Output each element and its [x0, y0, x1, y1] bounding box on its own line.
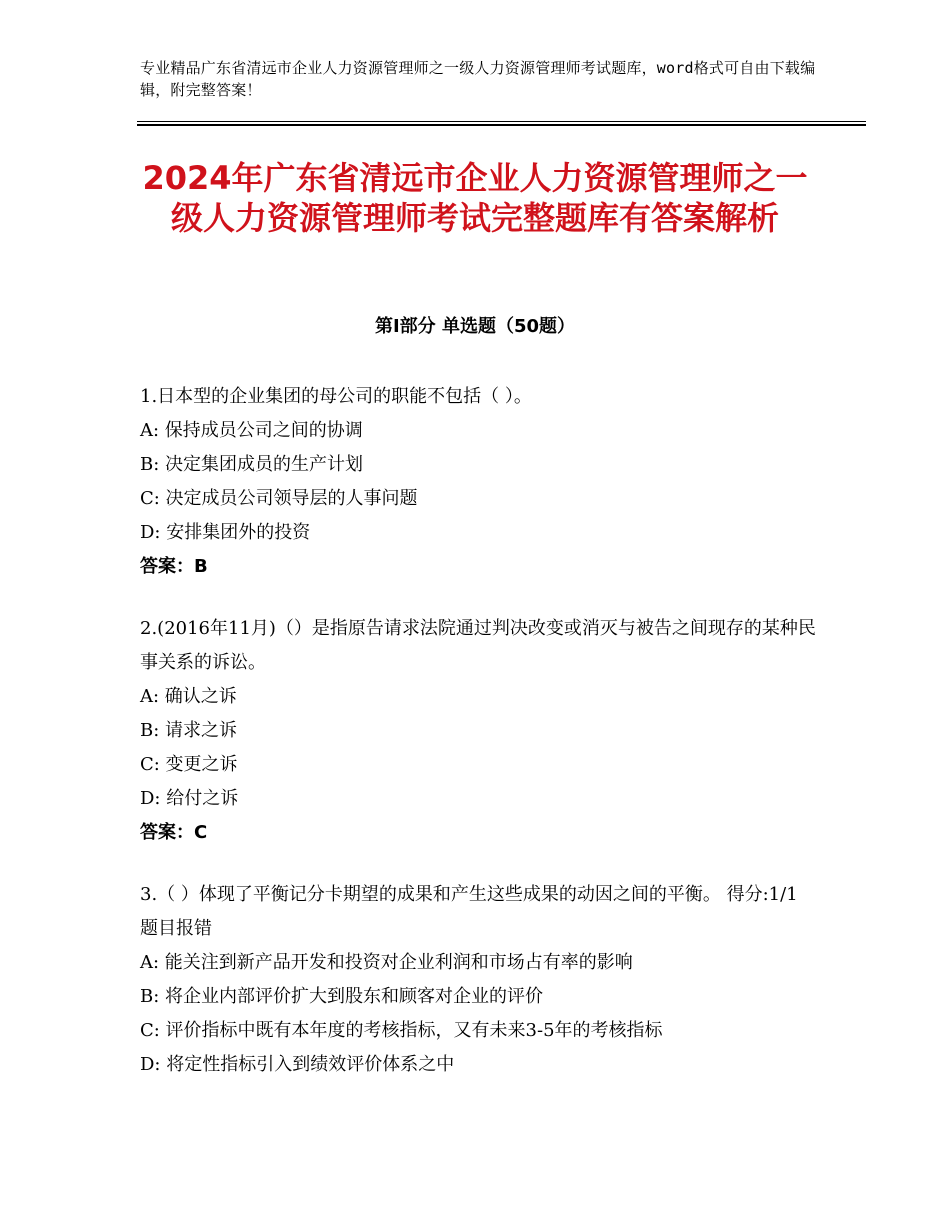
question-list [140, 380, 820, 1110]
option-b: B: 决定集团成员的生产计划 [140, 454, 364, 475]
answer: 答案：B [140, 556, 208, 577]
header-note: 专业精品广东省清远市企业人力资源管理师之一级人力资源管理师考试题库，word格式可自由下载编辑，附完整答案！ [140, 59, 816, 99]
option-a: A: 能关注到新产品开发和投资对企业利润和市场占有率的影响 [140, 952, 633, 973]
option-c: C: 决定成员公司领导层的人事问题 [140, 488, 418, 509]
header-rule-thick [137, 124, 866, 126]
header-rule-thin [137, 121, 866, 122]
question-stem: 2.(2016年11月)（）是指原告请求法院通过判决改变或消灭与被告之间现存的某种民事关系的诉讼。 [140, 618, 816, 673]
option-d: D: 安排集团外的投资 [140, 522, 311, 543]
question-2 [140, 612, 820, 850]
option-b: B: 将企业内部评价扩大到股东和顾客对企业的评价 [140, 986, 544, 1007]
answer: 答案：C [140, 822, 208, 843]
option-c: C: 评价指标中既有本年度的考核指标，又有未来3-5年的考核指标 [140, 1020, 663, 1041]
option-d: D: 给付之诉 [140, 788, 239, 809]
document-title: 2024年广东省清远市企业人力资源管理师之一级人力资源管理师考试完整题库有答案解析 [142, 159, 808, 237]
question-stem: 1.日本型的企业集团的母公司的职能不包括（ ）。 [140, 386, 532, 407]
question-1 [140, 380, 820, 584]
option-c: C: 变更之诉 [140, 754, 238, 775]
section-title: 第Ⅰ部分 单选题（50题） [374, 316, 575, 337]
question-stem: 3.（ ）体现了平衡记分卡期望的成果和产生这些成果的动因之间的平衡。 得分:1/1 题目报错 [140, 884, 798, 939]
question-3 [140, 878, 820, 1082]
option-d: D: 将定性指标引入到绩效评价体系之中 [140, 1054, 455, 1075]
option-a: A: 保持成员公司之间的协调 [140, 420, 363, 441]
option-a: A: 确认之诉 [140, 686, 237, 707]
option-b: B: 请求之诉 [140, 720, 238, 741]
